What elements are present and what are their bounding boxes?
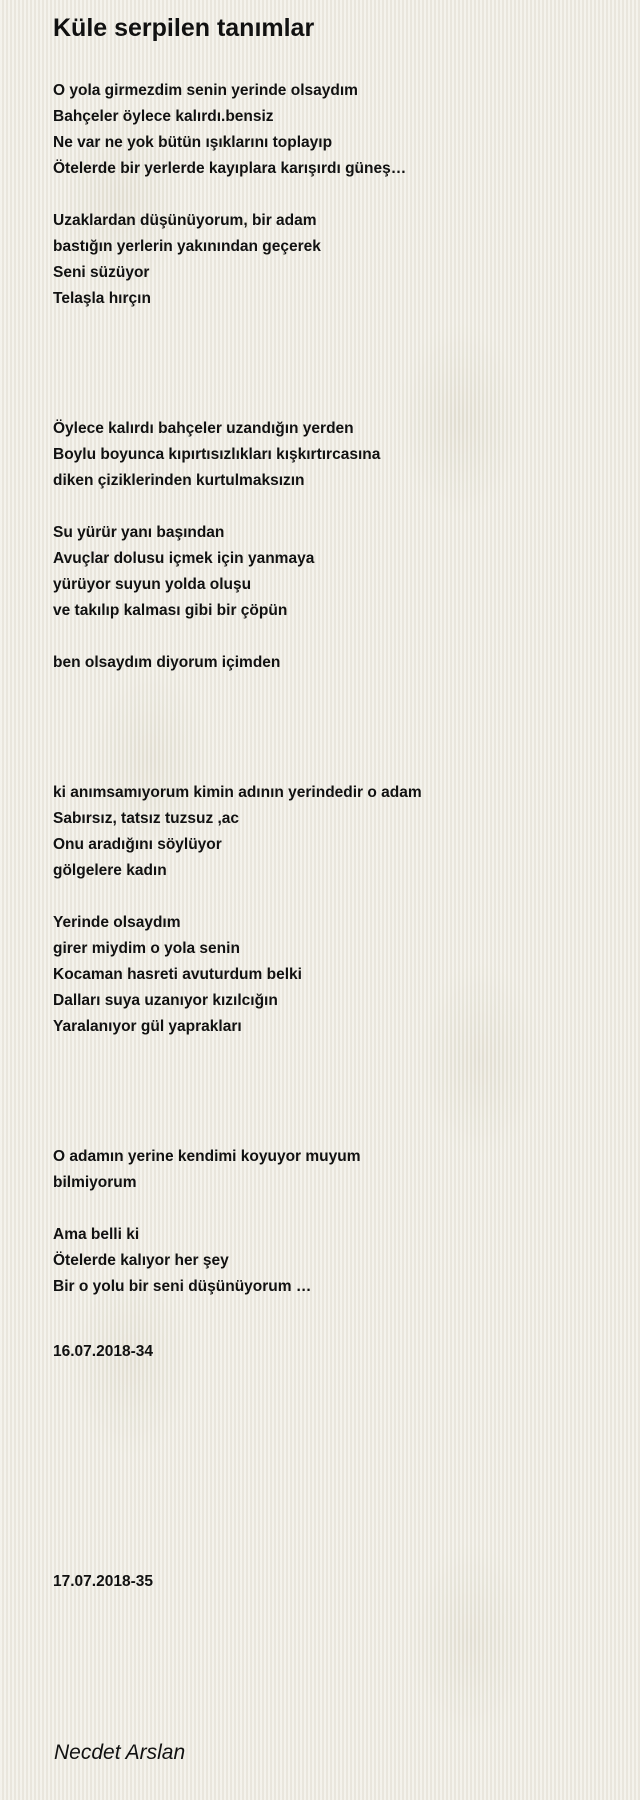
poem-line: Sabırsız, tatsız tuzsuz ,ac [53,810,240,827]
poem-line: Kocaman hasreti avuturdum belki [53,966,302,983]
stanza-break [53,338,613,364]
poem-line: Seni süzüyor [53,264,150,281]
poem-line: Bahçeler öylece kalırdı.bensiz [53,108,274,125]
poem-body [53,78,613,1300]
author-signature: Necdet Arslan [54,1741,186,1764]
stanza-break [53,182,613,208]
poem-line: Boylu boyunca kıpırtısızlıkları kışkırtırcasına [53,446,381,463]
poem-date: 16.07.2018-34 [53,1343,153,1360]
poem-line: Yerinde olsaydım [53,914,181,931]
poem-line: Su yürür yanı başından [53,524,225,541]
poem-line: bastığın yerlerin yakınından geçerek [53,238,321,255]
poem-date: 17.07.2018-35 [53,1573,153,1590]
stanza-break [53,1066,613,1092]
stanza-break [53,312,613,338]
stanza-break [53,364,613,390]
stanza-break [53,494,613,520]
stanza-break [53,702,613,728]
stanza-break [53,1196,613,1222]
poem-line: ben olsaydım diyorum içimden [53,654,281,671]
stanza-break [53,728,613,754]
poem-line: Dalları suya uzanıyor kızılcığın [53,992,278,1009]
poem-line: Ne var ne yok bütün ışıklarını toplayıp [53,134,333,151]
stanza-break [53,884,613,910]
poem-line: Onu aradığını söylüyor [53,836,222,853]
stanza-break [53,624,613,650]
stanza-break [53,1040,613,1066]
poem-line: diken çiziklerinden kurtulmaksızın [53,472,305,489]
poem-line: Ama belli ki [53,1226,140,1243]
poem-line: Yaralanıyor gül yaprakları [53,1018,242,1035]
poem-line: Bir o yolu bir seni düşünüyorum … [53,1278,312,1295]
stanza-break [53,1118,613,1144]
poem-line: ve takılıp kalması gibi bir çöpün [53,602,288,619]
poem-line: O adamın yerine kendimi koyuyor muyum [53,1148,361,1165]
poem-line: Telaşla hırçın [53,290,151,307]
stanza-break [53,390,613,416]
stanza-break [53,1092,613,1118]
poem-line: yürüyor suyun yolda oluşu [53,576,252,593]
poem-line: O yola girmezdim senin yerinde olsaydım [53,82,358,99]
poem-line: girer miydim o yola senin [53,940,240,957]
poem-line: Ötelerde bir yerlerde kayıplara karışırdı güneş… [53,160,407,177]
poem-line: Öylece kalırdı bahçeler uzandığın yerden [53,420,354,437]
poem-line: gölgelere kadın [53,862,167,879]
poem-line: Ötelerde kalıyor her şey [53,1252,229,1269]
stanza-break [53,676,613,702]
poem-title: Küle serpilen tanımlar [53,14,315,42]
stanza-break [53,754,613,780]
poem-line: bilmiyorum [53,1174,137,1191]
poem-line: Uzaklardan düşünüyorum, bir adam [53,212,317,229]
poem-line: ki anımsamıyorum kimin adının yerindedir o adam [53,784,422,801]
poem-line: Avuçlar dolusu içmek için yanmaya [53,550,315,567]
